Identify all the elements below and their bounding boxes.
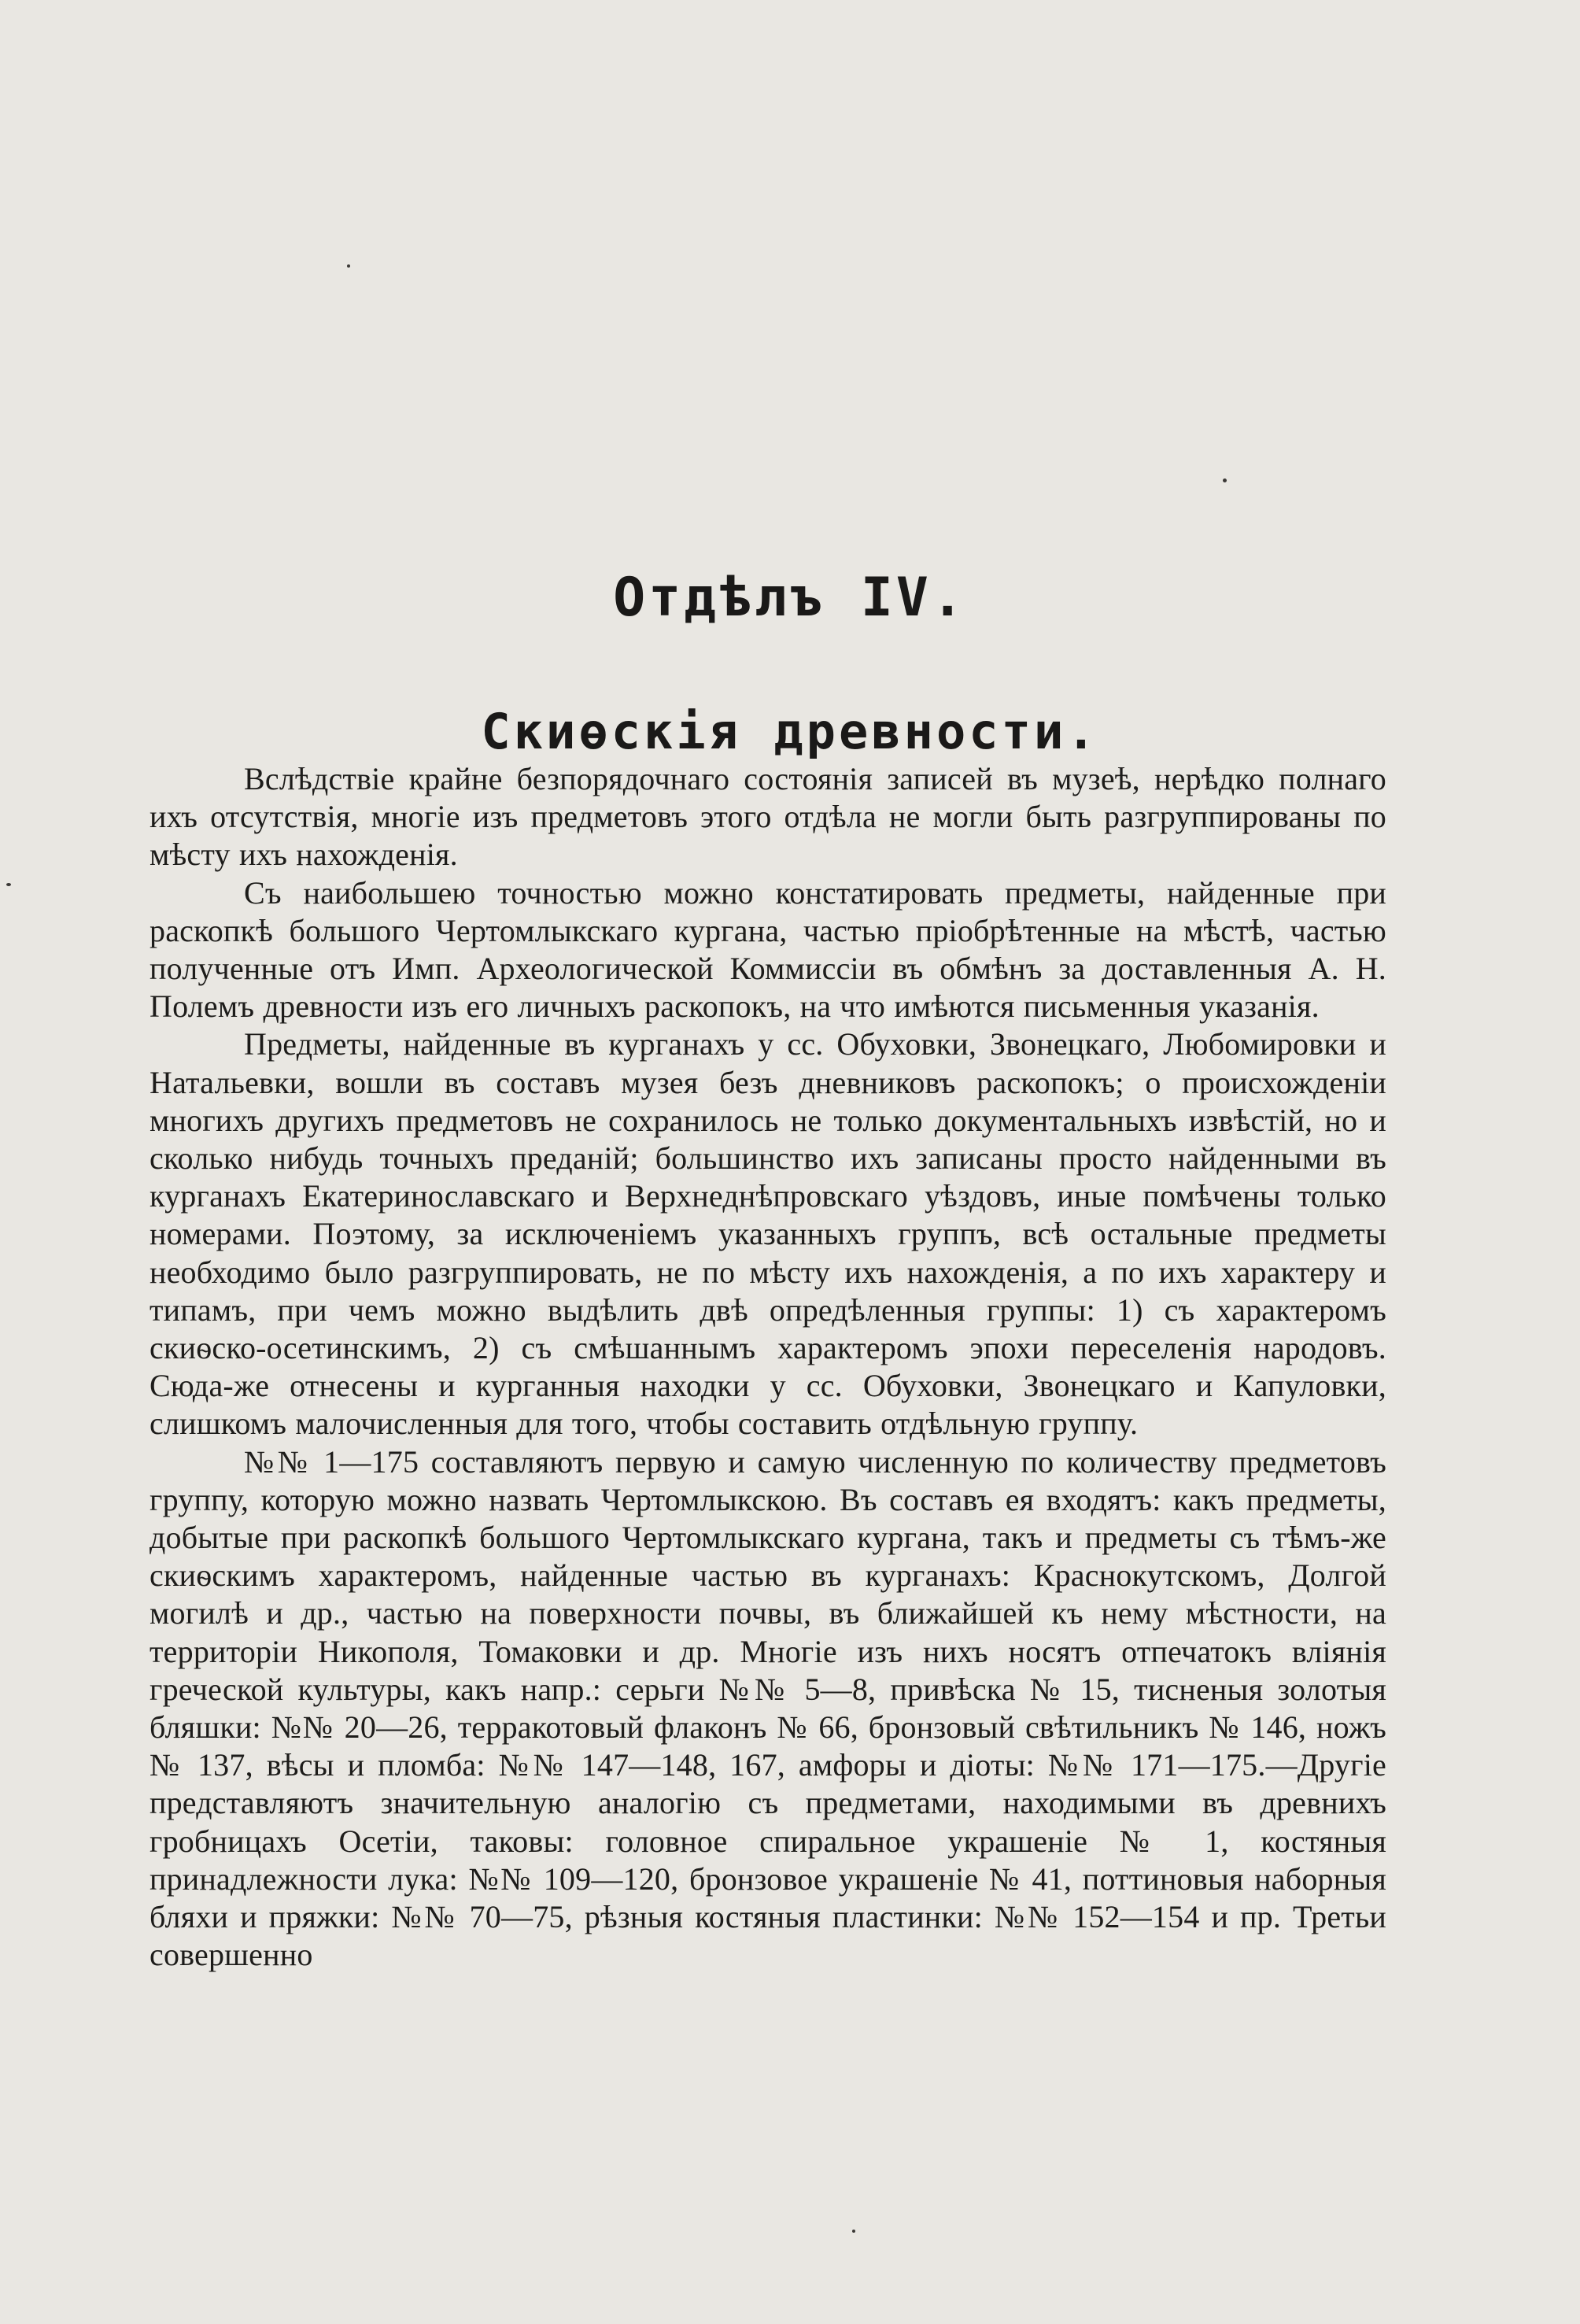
print-speck [852,2230,855,2233]
paragraph: Предметы, найденные въ курганахъ у сс. Обуховки, Звонецкаго, Любомировки и Натальевки, вошли въ составъ музея безъ дневниковъ раскопокъ; о происхожденіи многихъ другихъ предметовъ не сохранилось не только документальныхъ извѣстій, но и сколько нибудь точныхъ преданій; большинство ихъ записаны просто найденными въ курганахъ Екатеринославскаго и Верхнеднѣпровскаго уѣздовъ, иные помѣчены только номерами. Поэтому, за исключеніемъ указанныхъ группъ, всѣ остальные предметы необходимо было разгруппировать, не по мѣсту ихъ нахожденія, а по ихъ характеру и типамъ, при чемъ можно выдѣлить двѣ опредѣленныя группы: 1) съ характеромъ скиѳско-осетинскимъ, 2) съ смѣшаннымъ характеромъ эпохи переселенія народовъ. Сюда-же отнесены и курганныя находки у сс. Обуховки, Звонецкаго и Капуловки, слишкомъ малочисленныя для того, чтобы составить отдѣльную группу. [150,1026,1386,1442]
paragraph: Вслѣдствіе крайне безпорядочнаго состоянія записей въ музеѣ, нерѣдко полнаго ихъ отсутствія, многіе изъ предметовъ этого отдѣла не могли быть разгруппированы по мѣсту ихъ нахожденія. [150,761,1386,873]
paragraph: Съ наибольшею точностью можно констатировать предметы, найденные при раскопкѣ большого Чертомлыкскаго кургана, частью пріобрѣтенные на мѣстѣ, частью полученные отъ Имп. Археологической Коммиссіи въ обмѣнъ за доставленныя А. Н. Полемъ древности изъ его личныхъ раскопокъ, на что имѣются письменныя указанія. [150,874,1386,1025]
paragraph: №№ 1—175 составляютъ первую и самую численную по количеству предметовъ группу, которую можно назвать Чертомлыкскою. Въ составъ ея входятъ: какъ предметы, добытые при раскопкѣ большого Чертомлыкскаго кургана, такъ и предметы съ тѣмъ-же скиѳскимъ характеромъ, найденные частью въ курганахъ: Краснокутскомъ, Долгой могилѣ и др., частью на поверхности почвы, въ ближайшей къ нему мѣстности, на территоріи Никополя, Томаковки и др. Многіе изъ нихъ носятъ отпечатокъ вліянія греческой культуры, какъ напр.: серьги №№ 5—8, привѣска № 15, тисненыя золотыя бляшки: №№ 20—26, терракотовый флаконъ № 66, бронзовый свѣтильникъ № 146, ножъ № 137, вѣсы и пломба: №№ 147—148, 167, амфоры и діоты: №№ 171—175.—Другіе представляютъ значительную аналогію съ предметами, находимыми въ древнихъ гробницахъ Осетіи, таковы: головное спиральное украшеніе № 1, костяныя принадлежности лука: №№ 109—120, бронзовое украшеніе № 41, поттиновыя наборныя бляхи и пряжки: №№ 70—75, рѣзныя костяныя пластинки: №№ 152—154 и пр. Третьи совершенно [150,1443,1386,1973]
section-subtitle: Скиѳскія древности. [481,703,1099,761]
print-speck [1223,478,1227,482]
print-speck [347,264,350,268]
section-title: Отдѣлъ IV. [613,566,967,629]
print-speck [6,883,11,886]
body-text [150,760,1386,1975]
